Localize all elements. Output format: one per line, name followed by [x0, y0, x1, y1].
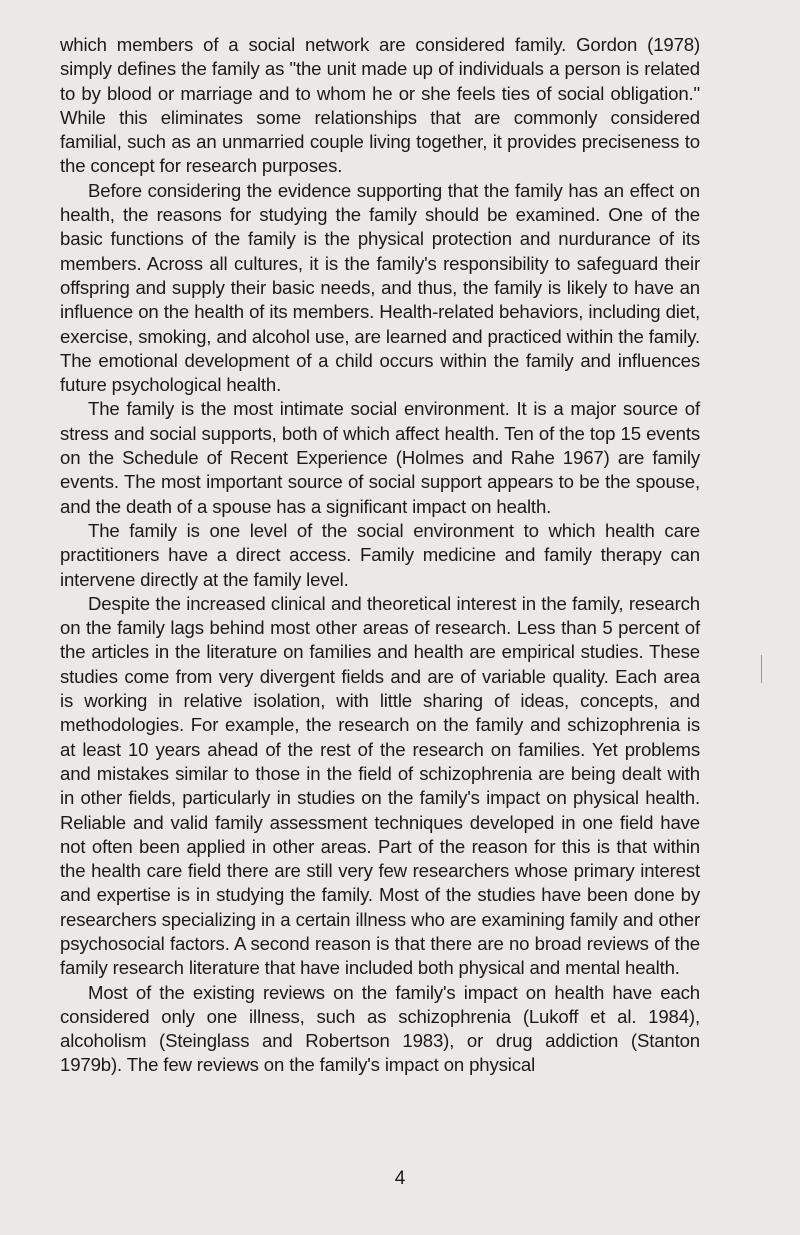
- paragraph-1: which members of a social network are considered family. Gordon (1978) simply defines the family as "the unit made up of individuals a person is related to by blood or marriage and to whom he or she feels ties of social obligation." While this eliminates some relationships that are commonly considered familial, such as an unmarried couple living together, it provides preciseness to the concept for research purposes.: [60, 34, 700, 177]
- paragraph-5: Despite the increased clinical and theoretical interest in the family, research on the family lags behind most other areas of research. Less than 5 percent of the articles in the literature on families and health are empirical studies. These studies come from very divergent fields and are of variable quality. Each area is working in relative isolation, with little sharing of ideas, concepts, and methodologies. For example, the research on the family and schizophrenia is at least 10 years ahead of the rest of the research on families. Yet problems and mistakes similar to those in the field of schizophrenia are being dealt with in other fields, particularly in studies on the family's impact on physical health. Reliable and valid family assessment techniques developed in one field have not often been applied in other areas. Part of the reason for this is that within the health care field there are still very few researchers whose primary interest and expertise is in studying the family. Most of the studies have been done by researchers specializing in a certain illness who are examining family and other psychosocial factors. A second reason is that there are no broad reviews of the family research literature that have included both physical and mental health.: [60, 592, 700, 979]
- paragraph-3: The family is the most intimate social environment. It is a major source of stress and social supports, both of which affect health. Ten of the top 15 events on the Schedule of Recent Experience (Holmes and Rahe 1967) are family events. The most important source of social support appears to be the spouse, and the death of a spouse has a significant impact on health.: [60, 398, 700, 517]
- paragraph-2: Before considering the evidence supporting that the family has an effect on health, the reasons for studying the family should be examined. One of the basic functions of the family is the physical protection and nurdurance of its members. Across all cultures, it is the family's responsibility to safeguard their offspring and supply their basic needs, and thus, the family is likely to have an influence on the health of its members. Health-related behaviors, including diet, exercise, smoking, and alcohol use, are learned and practiced within the family. The emotional development of a child occurs within the family and influences future psychological health.: [60, 179, 700, 396]
- paragraph-6: Most of the existing reviews on the family's impact on health have each considered only one illness, such as schizophrenia (Lukoff et al. 1984), alcoholism (Steinglass and Robertson 1983), or drug addiction (Stanton 1979b). The few reviews on the family's impact on physical: [60, 981, 700, 1076]
- margin-mark: [761, 655, 762, 683]
- paragraph-4: The family is one level of the social environment to which health care practitioners have a direct access. Family medicine and family therapy can intervene directly at the family level.: [60, 519, 700, 590]
- page-body: [60, 33, 700, 1078]
- page-number: 4: [394, 1168, 406, 1189]
